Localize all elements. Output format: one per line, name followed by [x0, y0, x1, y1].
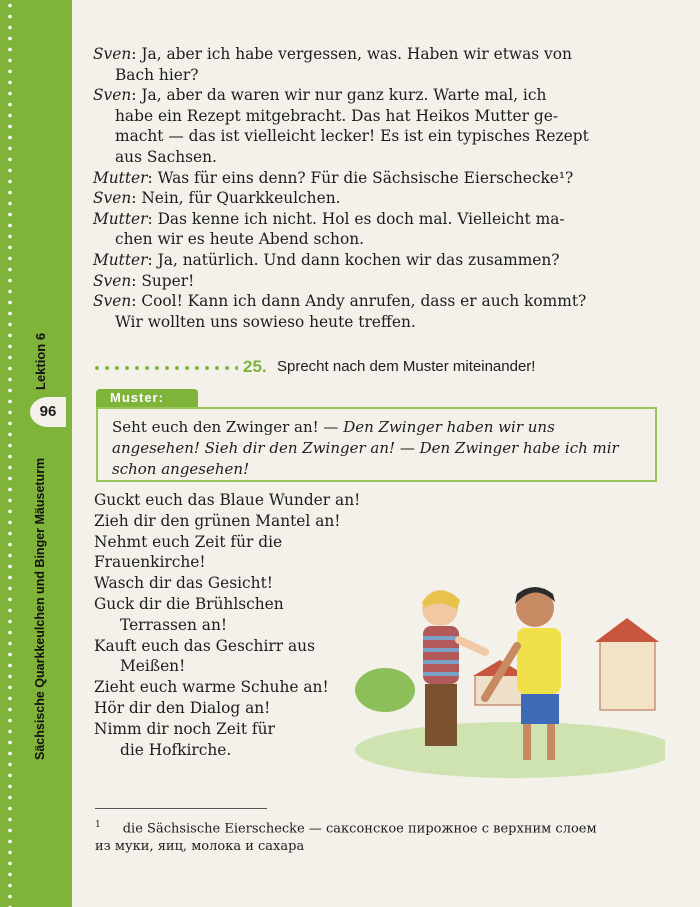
speaker-name: Sven — [93, 189, 132, 208]
dialogue-line — [93, 209, 673, 230]
dialogue-text: Bach hier? — [115, 65, 199, 84]
exercise-item: Nehmt euch Zeit für die Frauenkirche! — [94, 532, 283, 572]
exercise-item: Zieht euch warme Schuhe an! — [94, 678, 329, 697]
dialogue-line — [93, 250, 673, 271]
dialogue-line — [93, 126, 673, 147]
dialogue-line — [93, 106, 673, 127]
dialogue-text: macht — das ist vielleicht lecker! Es ist ein typisches Rezept — [115, 127, 589, 146]
exercise-item: Meißen! — [120, 657, 186, 676]
exercise-item: Guckt euch das Blaue Wunder an! — [94, 491, 361, 509]
dialogue-line — [93, 291, 673, 312]
dotted-border — [6, 0, 14, 907]
dialogue-line — [93, 312, 673, 333]
speaker-name: Sven — [93, 271, 132, 290]
muster-box — [96, 407, 657, 482]
dialogue-text: aus Sachsen. — [115, 147, 217, 166]
exercise-item: Zieh dir den grünen Mantel an! — [94, 511, 341, 530]
footnote — [95, 817, 660, 855]
dialogue-text: : Super! — [131, 271, 195, 290]
exercise-header — [92, 357, 662, 379]
exercise-items — [94, 490, 364, 760]
dotted-leader — [92, 366, 238, 370]
dialogue-text: Wir wollten uns sowieso heute treffen. — [115, 312, 416, 331]
dialogue-line — [93, 168, 673, 189]
two-boys-talking-illustration — [345, 580, 665, 780]
exercise-item: Nimm dir noch Zeit für — [94, 719, 275, 738]
exercise-number: 25. — [243, 357, 267, 376]
dialogue-text: : Cool! Kann ich dann Andy anrufen, dass er auch kommt? — [131, 292, 587, 311]
muster-italic: Den Zwinger haben wir uns angesehen! Sieh dir den Zwinger an! — Den Zwinger habe ich mir schon angesehen! — [112, 418, 619, 478]
dialogue-text: : Ja, natürlich. Und dann kochen wir das zusammen? — [147, 250, 560, 269]
dialogue-text: : Was für eins denn? Für die Sächsische Eierschecke¹? — [147, 168, 574, 187]
dialogue-line — [93, 44, 673, 65]
speaker-name: Sven — [93, 86, 132, 105]
speaker-name: Sven — [93, 45, 132, 63]
exercise-item: Hör dir den Dialog an! — [94, 698, 271, 717]
footnote-rule — [95, 808, 267, 809]
footnote-line2: из муки, яиц, молока и сахара — [95, 838, 305, 854]
exercise-item: Wasch dir das Gesicht! — [94, 574, 273, 593]
dialogue-text: : Ja, aber ich habe vergessen, was. Haben wir etwas von — [131, 45, 572, 63]
footnote-mark: 1 — [95, 820, 101, 830]
dialogue — [93, 44, 673, 332]
dialogue-text: : Das kenne ich nicht. Hol es doch mal. Vielleicht ma- — [147, 209, 565, 228]
dialogue-text: habe ein Rezept mitgebracht. Das hat Heikos Mutter ge- — [115, 106, 559, 125]
footnote-line1: die Sächsische Eierschecke — саксонское пирожное с верхним слоем — [122, 821, 597, 837]
dialogue-line — [93, 85, 673, 106]
page-number: 96 — [30, 397, 66, 427]
speaker-name: Mutter — [93, 209, 148, 228]
exercise-item: die Hofkirche. — [120, 740, 232, 759]
dialogue-line — [93, 229, 673, 250]
dialogue-line — [93, 65, 673, 86]
dialogue-line — [93, 147, 673, 168]
speaker-name: Mutter — [93, 250, 148, 269]
speaker-name: Sven — [93, 292, 132, 311]
muster-plain: Seht euch den Zwinger an! — — [112, 418, 344, 436]
dialogue-text: : Nein, für Quarkkeulchen. — [131, 189, 341, 208]
dialogue-text: : Ja, aber da waren wir nur ganz kurz. Warte mal, ich — [131, 86, 547, 105]
dialogue-line — [93, 271, 673, 292]
dialogue-line — [93, 188, 673, 209]
exercise-item: Kauft euch das Geschirr aus — [94, 636, 315, 655]
exercise-item: Terrassen an! — [120, 615, 228, 634]
lesson-label: Lektion 6 — [33, 332, 48, 390]
speaker-name: Mutter — [93, 168, 148, 187]
muster-label: Muster: — [96, 389, 198, 407]
running-title: Sächsische Quarkkeulchen und Binger Mäuseturm — [33, 457, 47, 760]
exercise-instruction: Sprecht nach dem Muster miteinander! — [277, 358, 536, 375]
dialogue-text: chen wir es heute Abend schon. — [115, 230, 365, 249]
exercise-item: Guck dir die Brühlschen — [94, 594, 284, 613]
